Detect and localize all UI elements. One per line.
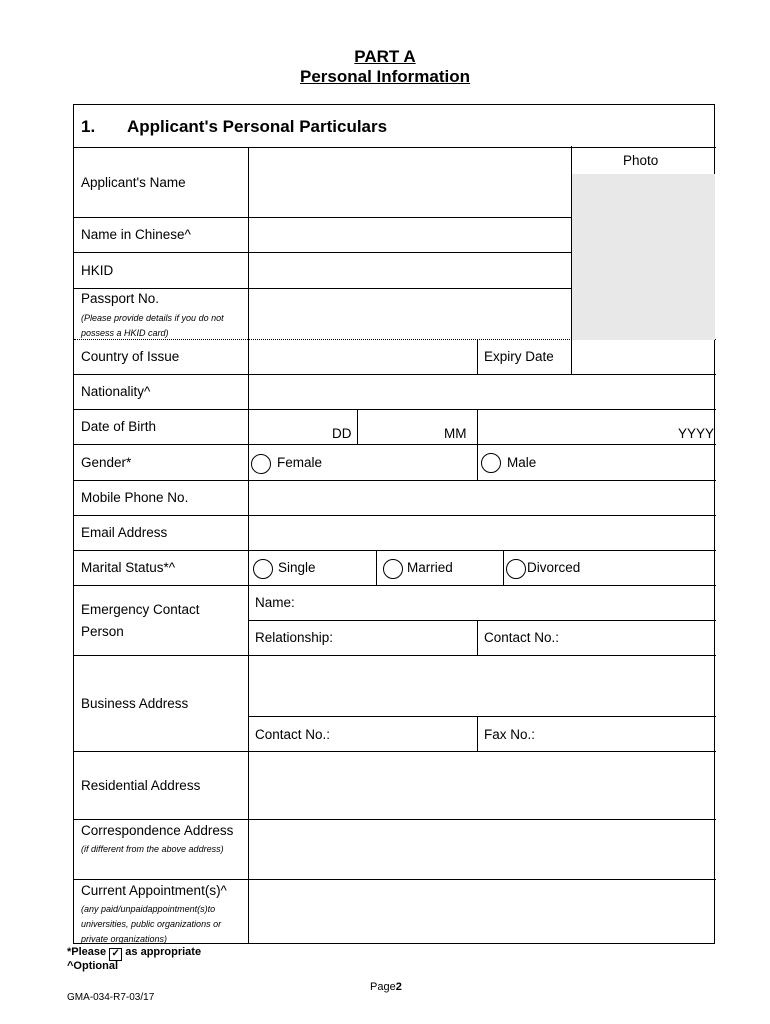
label-emergency-name: Name: <box>255 595 295 610</box>
radio-male[interactable] <box>481 453 501 473</box>
label-applicant-name: Applicant's Name <box>81 175 186 190</box>
dob-mm: MM <box>444 426 467 441</box>
label-emergency-line1: Emergency Contact <box>81 602 200 617</box>
label-nationality: Nationality^ <box>81 384 151 399</box>
label-current-appointment: Current Appointment(s)^ <box>81 883 227 898</box>
checkbox-icon: ✓ <box>109 948 122 961</box>
section-heading: Personal Information <box>299 67 471 86</box>
part-title: PART A <box>354 47 416 66</box>
footnote-please <box>67 946 201 961</box>
photo-area[interactable] <box>571 174 715 340</box>
footnote-please-text: *Please <box>67 946 107 958</box>
label-business-address: Business Address <box>81 696 189 711</box>
note-correspondence: (if different from the above address) <box>81 844 224 854</box>
label-married: Married <box>407 560 453 575</box>
label-business-fax: Fax No.: <box>484 727 536 742</box>
label-female: Female <box>277 455 323 470</box>
photo-label: Photo <box>623 153 659 168</box>
label-divorced: Divorced <box>527 560 581 575</box>
label-emergency-line2: Person <box>81 624 124 639</box>
label-single: Single <box>278 560 316 575</box>
footnote-as-appropriate: as appropriate <box>125 946 202 958</box>
label-name-chinese: Name in Chinese^ <box>81 227 191 242</box>
radio-single[interactable] <box>253 559 273 579</box>
label-correspondence-address: Correspondence Address <box>81 823 234 838</box>
note-passport: (Please provide details if you do not possess a HKID card) <box>81 313 224 338</box>
label-marital-status: Marital Status*^ <box>81 560 176 575</box>
radio-female[interactable] <box>251 454 271 474</box>
dob-dd: DD <box>332 426 352 441</box>
label-gender: Gender* <box>81 455 132 470</box>
footnote-optional: ^Optional <box>67 960 119 972</box>
label-emergency-contact: Contact No.: <box>484 630 560 645</box>
form-code: GMA-034-R7-03/17 <box>67 992 155 1003</box>
label-emergency-relationship: Relationship: <box>255 630 334 645</box>
label-male: Male <box>507 455 537 470</box>
section-number: 1. <box>81 117 96 136</box>
page-label: Page <box>370 981 396 993</box>
label-passport: Passport No. <box>81 291 160 306</box>
label-business-contact: Contact No.: <box>255 727 331 742</box>
label-residential-address: Residential Address <box>81 778 201 793</box>
label-expiry-date: Expiry Date <box>484 349 554 364</box>
label-date-of-birth: Date of Birth <box>81 419 157 434</box>
label-mobile: Mobile Phone No. <box>81 490 189 505</box>
radio-divorced[interactable] <box>506 559 526 579</box>
page-number: 2 <box>395 981 402 993</box>
note-appointment: (any paid/unpaidappointment(s)to universities, public organizations or private organizations) <box>81 904 222 944</box>
section-title: Applicant's Personal Particulars <box>127 117 388 136</box>
page-indicator <box>370 981 402 993</box>
label-hkid: HKID <box>81 263 114 278</box>
label-email: Email Address <box>81 525 168 540</box>
dob-yyyy: YYYY <box>678 426 715 441</box>
label-country-of-issue: Country of Issue <box>81 349 180 364</box>
radio-married[interactable] <box>383 559 403 579</box>
